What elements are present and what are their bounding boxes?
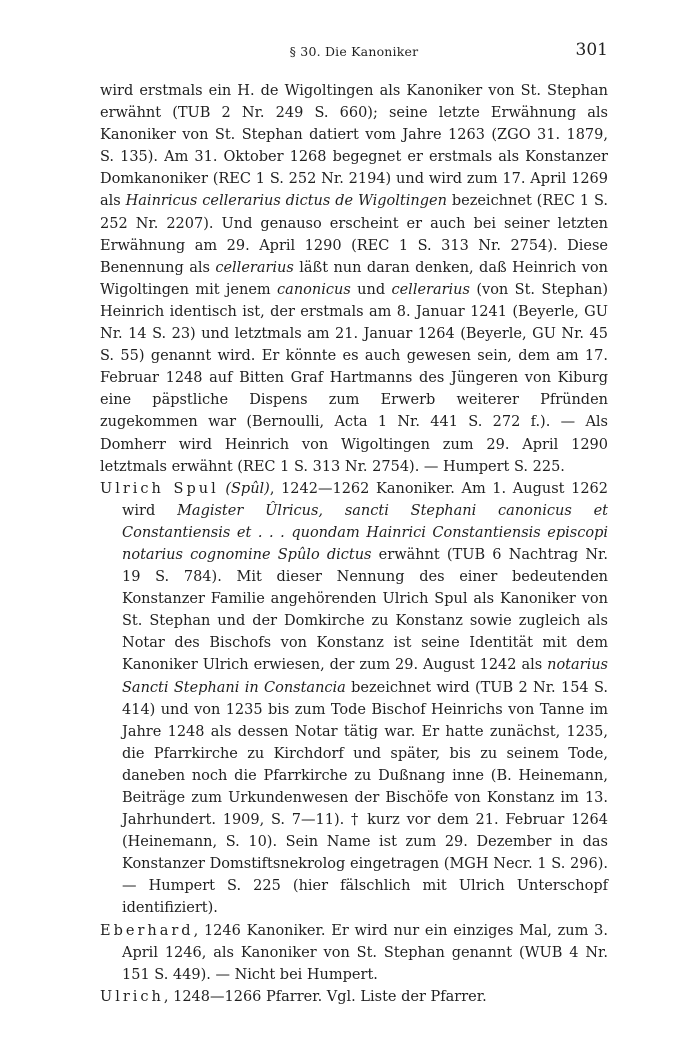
running-head: § 30. Die Kanoniker: [289, 44, 419, 59]
entry-name: Ulrich: [100, 988, 164, 1005]
entry-ulrich: Ulrich, 1248—1266 Pfarrer. Vgl. Liste der Pfarrer.: [100, 988, 487, 1005]
page-header: [100, 38, 608, 68]
paragraph-heinrich-continuation: wird erstmals ein H. de Wigoltingen als Kanoniker von St. Stephan erwähnt (TUB 2 Nr. 249 S. 660); seine letzte Erwähnung als Kanoniker von St. Stephan datiert vom Jahre 1263 (ZGO 31. 1879, S. 135). Am 31. Oktober 1268 begegnet er erstmals als Konstanzer Domkanoniker (REC 1 S. 252 Nr. 2194) und wird zum 17. April 1269 als Hainricus cellerarius dictus de Wigoltingen bezeichnet (REC 1 S. 252 Nr. 2207). Und genauso erscheint er auch bei seiner letzten Erwähnung am 29. April 1290 (REC 1 S. 313 Nr. 2754). Diese Benennung als cellerarius läßt nun daran denken, daß Heinrich von Wigoltingen mit jenem canonicus und cellerarius (von St. Stephan) Heinrich identisch ist, der erstmals am 8. Januar 1241 (Beyerle, GU Nr. 14 S. 23) und letztmals am 21. Januar 1264 (Beyerle, GU Nr. 45 S. 55) genannt wird. Er könnte es auch gewesen sein, dem am 17. Februar 1248 auf Bitten Graf Hartmanns des Jüngeren von Kiburg eine päpstliche Dispens zum Erwerb weiterer Pfründen zugekommen war (Bernoulli, Acta 1 Nr. 441 S. 272 f.). — Als Domherr wird Heinrich von Wigoltingen zum 29. April 1290 letztmals erwähnt (REC 1 S. 313 Nr. 2754). — Humpert S. 225.: [100, 83, 608, 475]
entry-name: Eberhard: [100, 922, 194, 939]
entry-name: Ulrich Spul: [100, 480, 219, 497]
page-number: 301: [575, 40, 608, 60]
entry-ulrich-spul: Ulrich Spul (Spûl), 1242—1262 Kanoniker. Am 1. August 1262 wird Magister Ûlricus, sancti Stephani canonicus et Constantiensis et . . . quondam Hainrici Constantiensis episcopi notarius cognomine Spûlo dictus erwähnt (TUB 6 Nachtrag Nr. 19 S. 784). Mit dieser Nennung des einer bedeutenden Konstanzer Familie angehörenden Ulrich Spul als Kanoniker von St. Stephan und der Domkirche zu Konstanz sowie zugleich als Notar des Bischofs von Konstanz ist seine Identität mit dem Kanoniker Ulrich erwiesen, der zum 29. August 1242 als notarius Sancti Stephani in Constancia bezeichnet wird (TUB 2 Nr. 154 S. 414) und von 1235 bis zum Tode Bischof Heinrichs von Tanne im Jahre 1248 als dessen Notar tätig war. Er hatte zunächst, 1235, die Pfarrkirche zu Kirchdorf und später, bis zu seinem Tode, daneben noch die Pfarrkirche zu Dußnang inne (B. Heinemann, Beiträge zum Urkundenwesen der Bischöfe von Konstanz im 13. Jahrhundert. 1909, S. 7—11). † kurz vor dem 21. Februar 1264 (Heinemann, S. 10). Sein Name ist zum 29. Dezember in das Konstanzer Domstiftsnekrolog eingetragen (MGH Necr. 1 S. 296). — Humpert S. 225 (hier fälschlich mit Ulrich Unterschopf identifiziert).: [100, 480, 608, 917]
entry-name-variant: (Spûl): [225, 480, 270, 497]
page-body: [100, 80, 608, 1008]
entry-eberhard: Eberhard, 1246 Kanoniker. Er wird nur ein einziges Mal, zum 3. April 1246, als Kanoniker von St. Stephan genannt (WUB 4 Nr. 151 S. 449). — Nicht bei Humpert.: [100, 922, 608, 983]
